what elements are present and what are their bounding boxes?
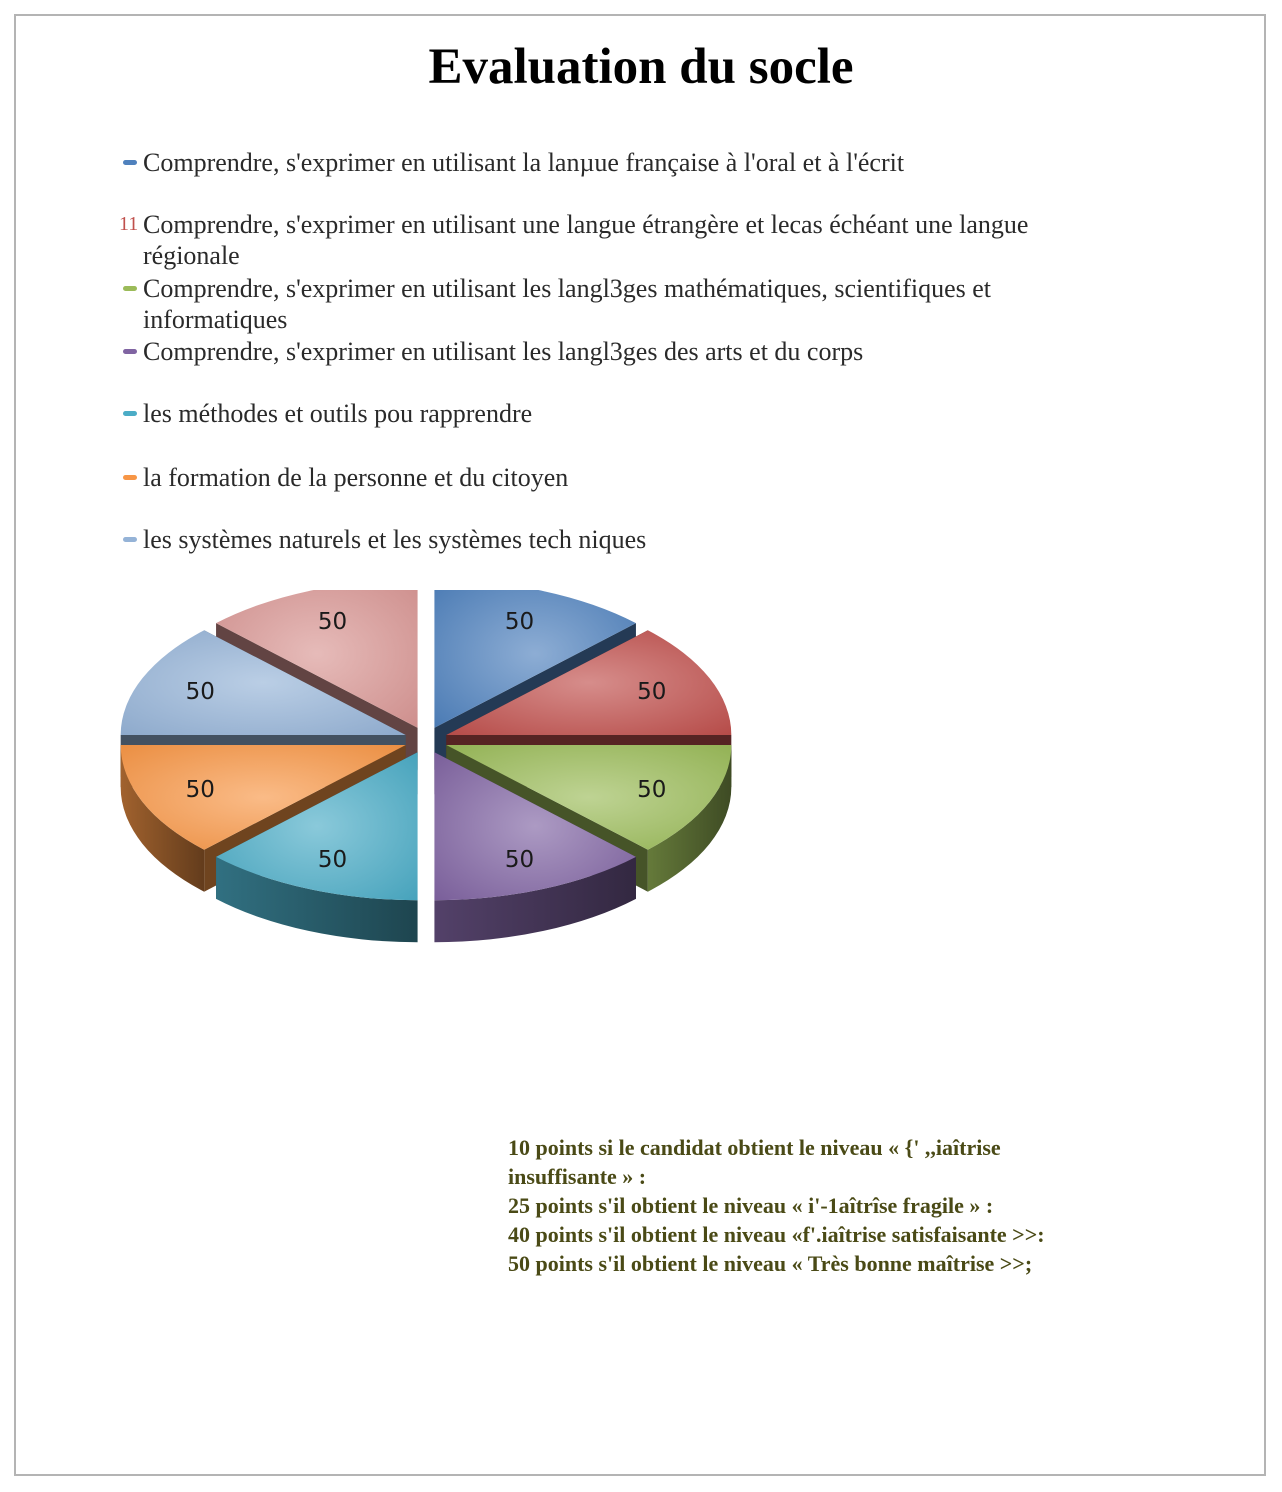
legend-label: Comprendre, s'exprimer en utilisant les langl3ges des arts et du corps (143, 337, 864, 366)
pie-data-label: 50 (317, 846, 348, 873)
legend-marker (123, 160, 137, 165)
page-title: Evaluation du socle (428, 39, 854, 95)
legend-label: les méthodes et outils pou rapprendre (143, 399, 533, 428)
note-line: 10 points si le candidat obtient le niveau « {' ,,iaîtrise (508, 1135, 1001, 1160)
scoring-notes (508, 1133, 1148, 1278)
pie-data-label: 50 (637, 777, 667, 804)
legend-item (118, 398, 1118, 429)
legend-marker (123, 411, 137, 416)
note-line: 25 points s'il obtient le niveau « i'-1aîtrîse fragile » : (508, 1193, 994, 1218)
legend-marker (123, 475, 137, 480)
legend-label: Comprendre, s'exprimer en utilisant la lanµue française à l'oral et à l'écrit (143, 148, 905, 177)
legend-item (118, 336, 1118, 367)
legend-marker (123, 537, 137, 542)
pie-data-label: 50 (317, 609, 348, 636)
pie-chart-svg (100, 590, 760, 970)
pie-data-label: 50 (504, 609, 535, 636)
legend-item (118, 524, 1118, 555)
legend-label: Comprendre, s'exprimer en utilisant les langl3ges mathématiques, scientifiques et informatiques (143, 274, 992, 334)
pie-data-label: 50 (185, 678, 215, 705)
legend-item (118, 273, 1118, 335)
note-line: 40 points s'il obtient le niveau «f'.iaîtrise satisfaisante >>: (508, 1222, 1045, 1247)
pie-data-label: 50 (504, 846, 535, 873)
note-line: insuffisante » : (508, 1164, 647, 1189)
legend-label: les systèmes naturels et les systèmes tech niques (143, 525, 647, 554)
legend-marker-text: 11 (119, 213, 139, 235)
pie-data-label: 50 (185, 777, 215, 804)
legend-item (118, 209, 1118, 271)
legend-item (118, 147, 1118, 178)
legend-label: Comprendre, s'exprimer en utilisant une langue étrangère et lecas échéant une langue régionale (143, 210, 1029, 270)
pie-chart (100, 590, 760, 970)
pie-data-label: 50 (637, 678, 667, 705)
legend-item (118, 462, 1118, 493)
legend-marker (123, 286, 137, 291)
legend-marker (123, 349, 137, 354)
legend-label: la formation de la personne et du citoyen (143, 463, 569, 492)
note-line: 50 points s'il obtient le niveau « Très bonne maîtrise >>; (508, 1251, 1033, 1276)
